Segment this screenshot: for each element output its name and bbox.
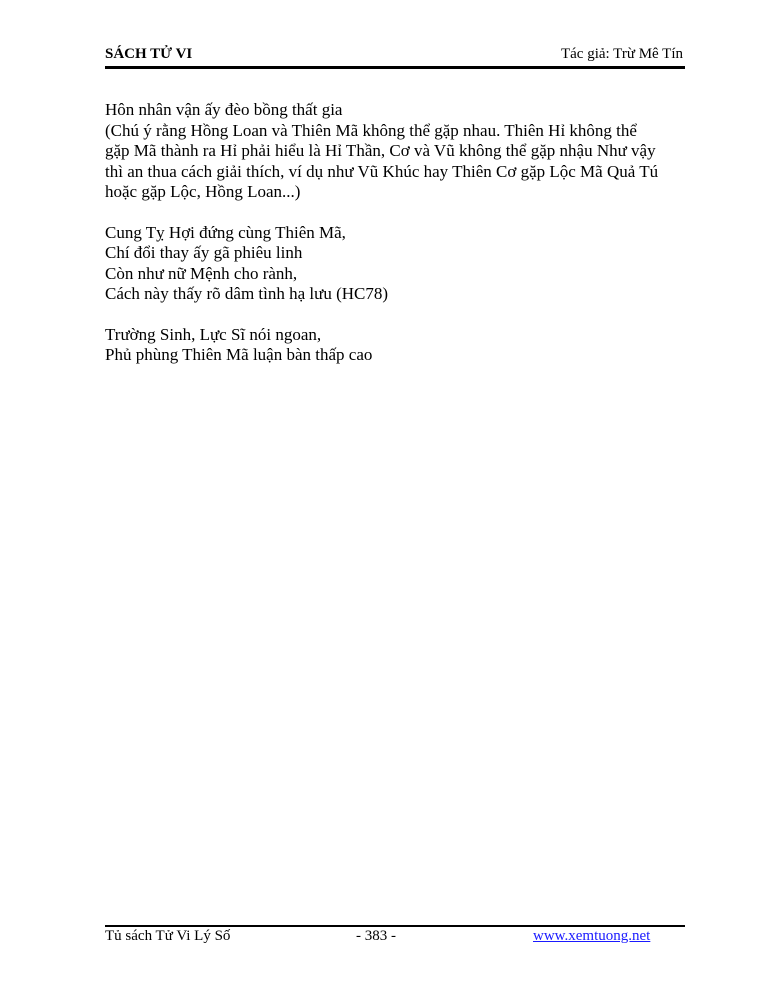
- author-line: Tác giả: Trừ Mê Tín: [560, 46, 683, 62]
- verse-line: Còn như nữ Mệnh cho rành,: [105, 263, 298, 283]
- paragraph-1: [105, 100, 685, 203]
- page-header: [105, 44, 685, 69]
- text-line: hoặc gặp Lộc, Hồng Loan...): [105, 182, 301, 201]
- paragraph-2: [105, 223, 685, 305]
- book-title: SÁCH TỬ VI: [105, 46, 193, 62]
- text-line: gặp Mã thành ra Hỉ phải hiểu là Hỉ Thần, Cơ và Vũ không thể gặp nhậu Như vậy: [105, 141, 656, 160]
- verse-line: Trường Sinh, Lực Sĩ nói ngoan,: [105, 324, 322, 344]
- text-line: Hôn nhân vận ấy đèo bồng thất gia: [105, 100, 343, 119]
- paragraph-3: [105, 325, 685, 366]
- verse-line: Cung Tỵ Hợi đứng cùng Thiên Mã,: [105, 222, 346, 242]
- text-line: thì an thua cách giải thích, ví dụ như Vũ Khúc hay Thiên Cơ gặp Lộc Mã Quả Tú: [105, 161, 659, 181]
- text-line: (Chú ý rằng Hồng Loan và Thiên Mã không thể gặp nhau. Thiên Hỉ không thể: [105, 120, 637, 140]
- verse-line: Chí đổi thay ấy gã phiêu linh: [105, 243, 303, 262]
- page-body: [105, 100, 685, 386]
- footer-divider: [105, 925, 685, 927]
- website-link[interactable]: www.xemtuong.net: [533, 928, 651, 944]
- verse-line: Cách này thấy rõ dâm tình hạ lưu (HC78): [105, 284, 389, 303]
- footer-series: Tủ sách Tử Vi Lý Số: [105, 928, 231, 944]
- verse-line: Phủ phùng Thiên Mã luận bàn thấp cao: [105, 345, 373, 364]
- page-number: - 383 -: [356, 928, 396, 944]
